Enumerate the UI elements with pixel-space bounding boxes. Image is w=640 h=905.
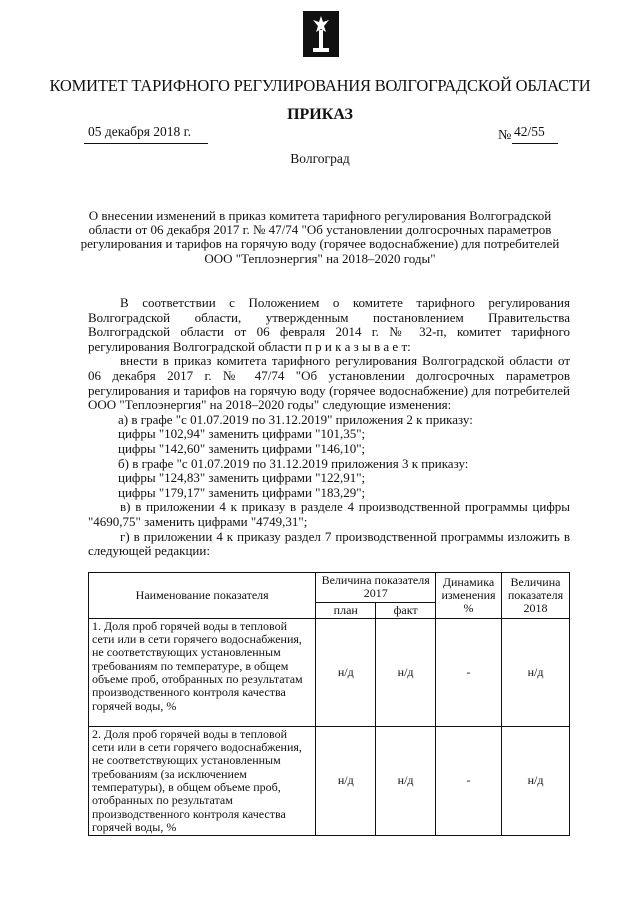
number-label: № bbox=[498, 128, 512, 143]
row-value-2018: н/д bbox=[502, 726, 570, 835]
item-a-line-2: цифры "142,60" заменить цифрами "146,10"; bbox=[118, 440, 366, 456]
header-fact: факт bbox=[376, 602, 436, 618]
coat-of-arms-emblem bbox=[302, 10, 340, 58]
item-b-line-1: цифры "124,83" заменить цифрами "122,91"; bbox=[118, 470, 366, 486]
header-dynamics: Динамика изменения % bbox=[436, 573, 502, 619]
row-dynamics: - bbox=[436, 726, 502, 835]
header-plan: план bbox=[316, 602, 376, 618]
row-value-2018: н/д bbox=[502, 618, 570, 726]
table-row bbox=[89, 726, 570, 835]
row-fact: н/д bbox=[376, 618, 436, 726]
row-fact: н/д bbox=[376, 726, 436, 835]
header-name: Наименование показателя bbox=[89, 573, 316, 619]
number-underline bbox=[512, 143, 558, 144]
item-v: в) в приложении 4 к приказу в разделе 4 производственной программы цифры "4690,75" заменить цифрами "4749,31"; bbox=[88, 499, 570, 529]
item-g: г) в приложении 4 к приказу раздел 7 производственной программы изложить в следующей редакции: bbox=[88, 528, 570, 559]
row-dynamics: - bbox=[436, 618, 502, 726]
document-date: 05 декабря 2018 г. bbox=[88, 124, 192, 139]
table-row bbox=[89, 618, 570, 726]
header-value-2018: Величина показателя 2018 bbox=[502, 573, 570, 619]
item-b-line-2: цифры "179,17" заменить цифрами "183,29"; bbox=[118, 484, 366, 500]
item-b: б) в графе "с 01.07.2019 по 31.12.2019 приложения 3 к приказу: bbox=[118, 455, 469, 471]
row-plan: н/д bbox=[316, 618, 376, 726]
city: Волгоград bbox=[290, 151, 350, 166]
row-name: 1. Доля проб горячей воды в тепловой сети или в сети горячего водоснабжения, не соответствующих установленным требованиям по температуре, в общем объеме проб, отобранных по результатам производственного контроля качества горячей воды, % bbox=[89, 618, 316, 726]
indicators-table bbox=[88, 572, 570, 836]
date-underline bbox=[84, 143, 208, 144]
header-value-2017: Величина показателя 2017 bbox=[316, 573, 436, 603]
document-number: 42/55 bbox=[514, 124, 545, 139]
preamble-paragraph: В соответствии с Положением о комитете тарифного регулирования Волгоградской области, утвержденным постановлением Правительства Волгоградской области от 06 февраля 2014 г. № 32-п, комитет тарифного регулирования Волгоградской области п р и к а з ы в а е т: bbox=[88, 295, 570, 354]
item-a: а) в графе "с 01.07.2019 по 31.12.2019" приложения 2 к приказу: bbox=[118, 411, 473, 427]
table-header-row bbox=[89, 573, 570, 603]
row-name: 2. Доля проб горячей воды в тепловой сети или в сети горячего водоснабжения, не соответствующих установленным требованиям (за исключением температуры), в общем объеме проб, отобранных по результатам производственного контроля качества горячей воды, % bbox=[89, 726, 316, 835]
document-body bbox=[88, 296, 570, 559]
document-type: ПРИКАЗ bbox=[287, 106, 353, 123]
document-subject: О внесении изменений в приказ комитета тарифного регулирования Волгоградской области от 06 декабря 2017 г. № 47/74 "Об установлении долгосрочных параметров регулирования и тарифов на горячую воду (горячее водоснабжение) для потребителей ООО "Теплоэнергия" на 2018–2020 годы" bbox=[80, 208, 560, 266]
intro-paragraph: внести в приказ комитета тарифного регулирования Волгоградской области от 06 декабря 2017 г. № 47/74 "Об установлении долгосрочных параметров регулирования и тарифов на горячую воду (горячее водоснабжение) для потребителей ООО "Теплоэнергия" на 2018–2020 годы" следующие изменения: bbox=[88, 353, 570, 413]
row-plan: н/д bbox=[316, 726, 376, 835]
committee-name: КОМИТЕТ ТАРИФНОГО РЕГУЛИРОВАНИЯ ВОЛГОГРАДСКОЙ ОБЛАСТИ bbox=[49, 76, 591, 95]
item-a-line-1: цифры "102,94" заменить цифрами "101,35"; bbox=[118, 426, 366, 442]
